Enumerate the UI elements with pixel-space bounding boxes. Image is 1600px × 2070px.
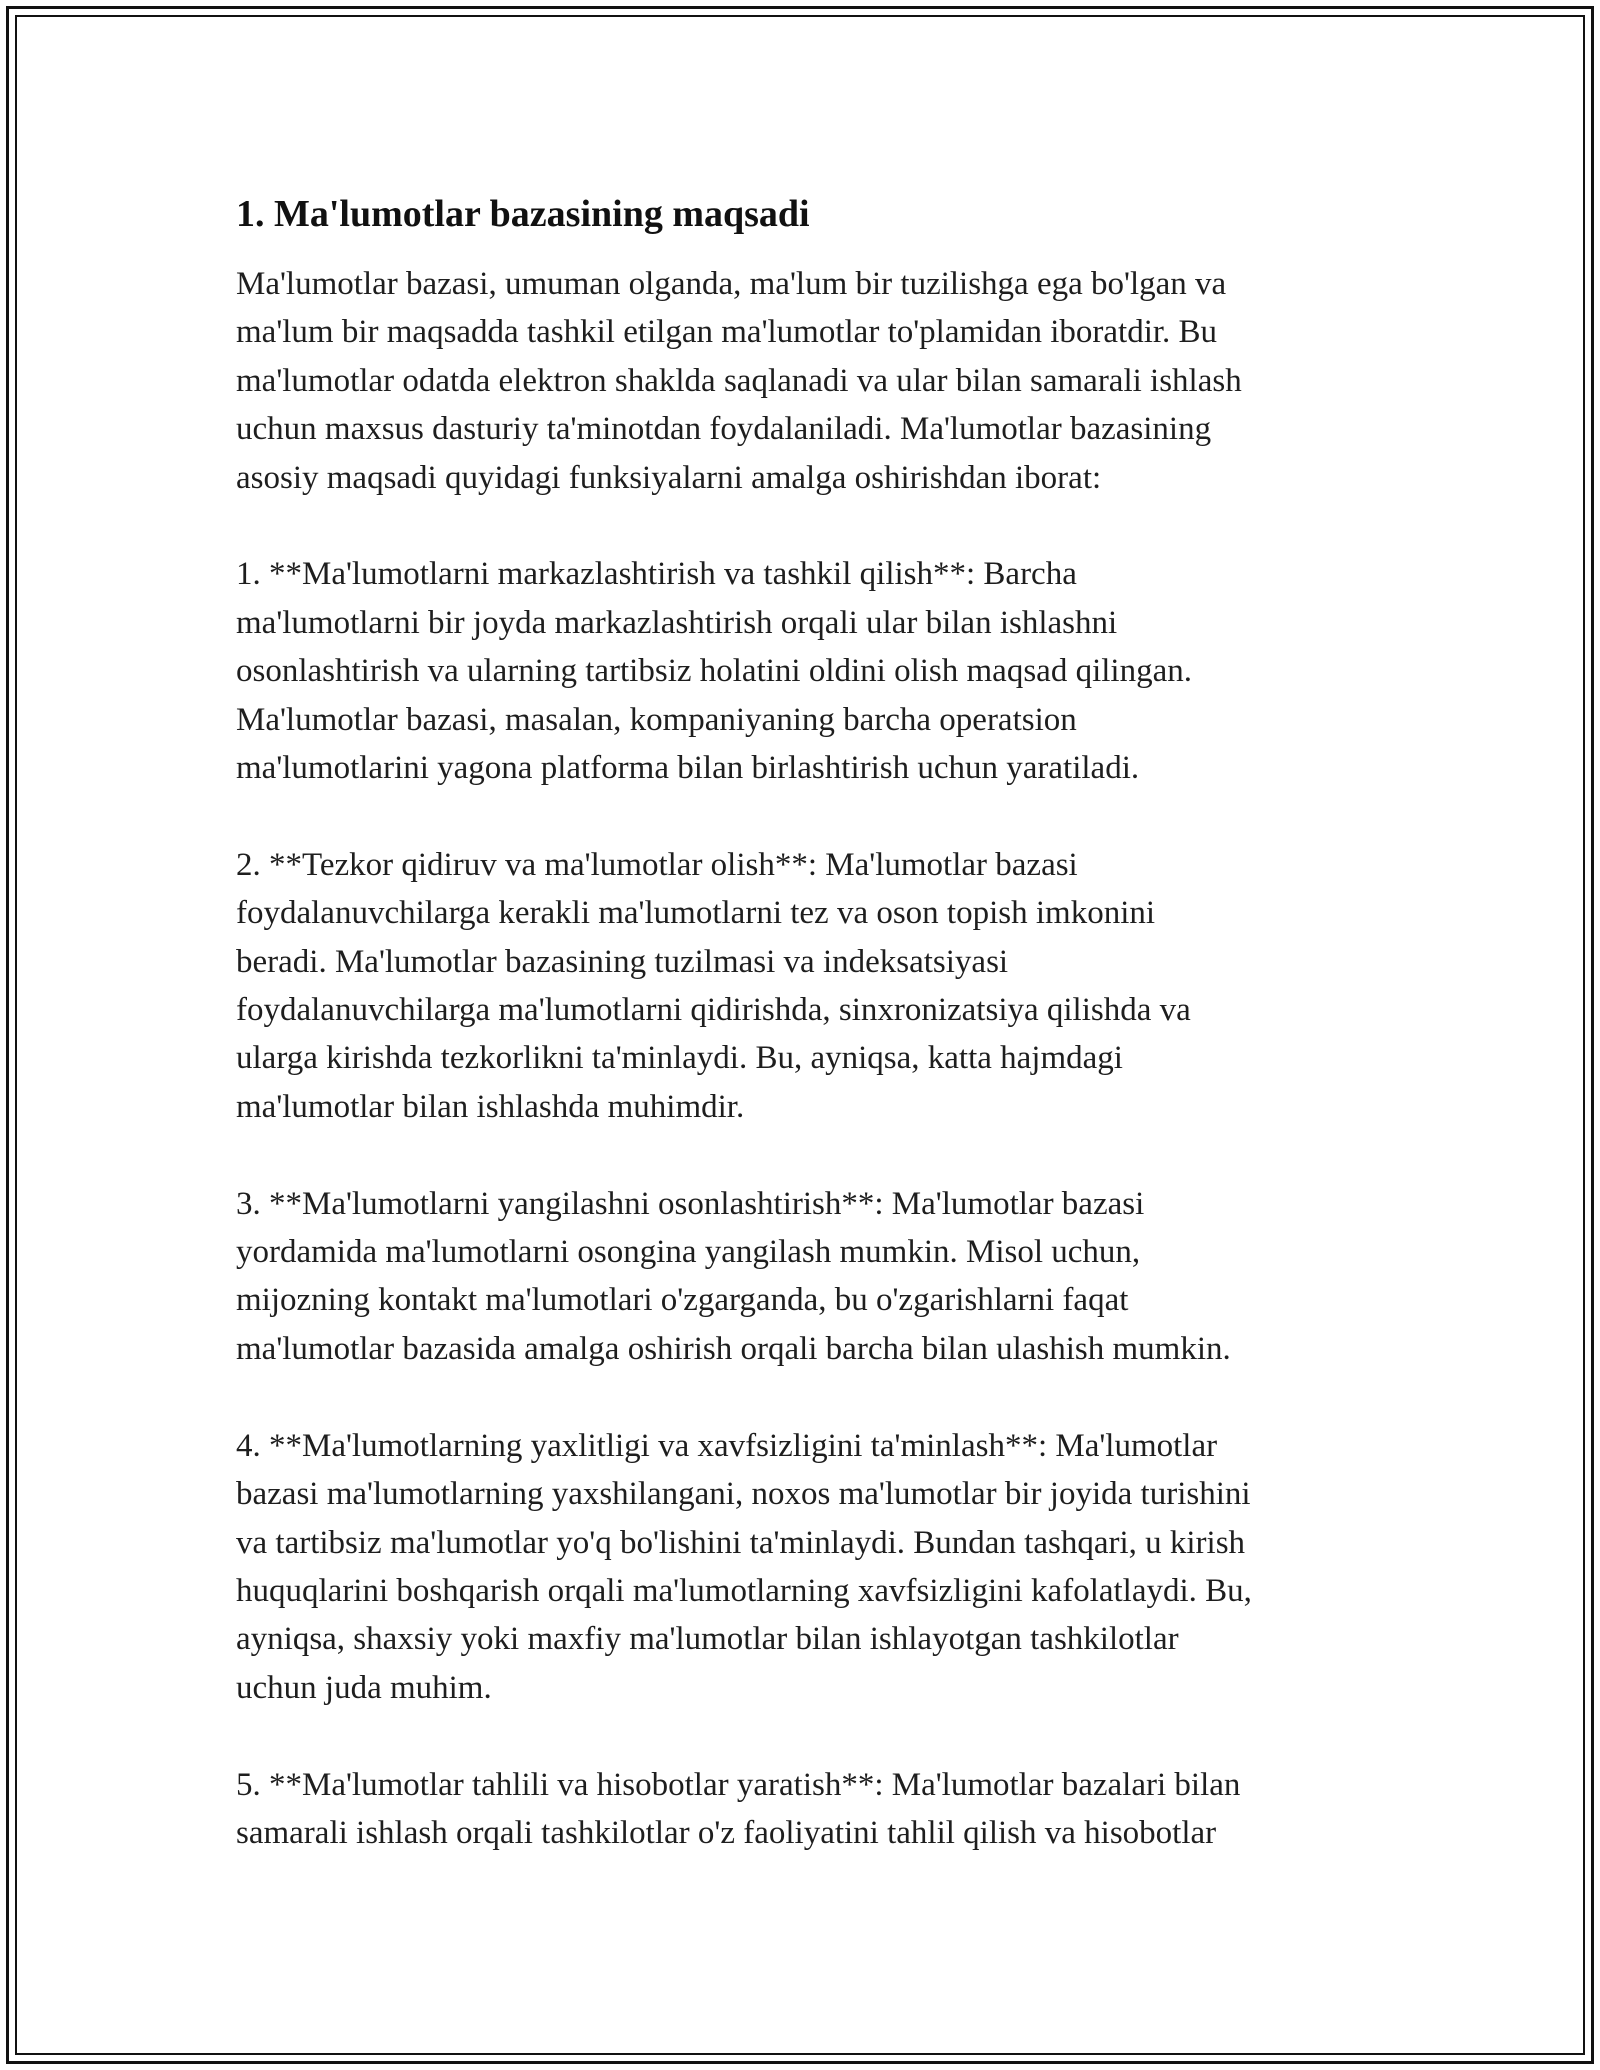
text-line: huquqlarini boshqarish orqali ma'lumotlarning xavfsizligini kafolatlaydi. Bu, — [236, 1572, 1252, 1609]
text-line: ma'lumotlarni bir joyda markazlashtirish orqali ular bilan ishlashni — [236, 604, 1118, 641]
paragraph-gap — [236, 1131, 1376, 1179]
document-text — [236, 260, 1376, 1857]
text-line: Ma'lumotlar bazasi, umuman olganda, ma'lum bir tuzilishga ega bo'lgan va — [236, 266, 1227, 302]
text-line: foydalanuvchilarga kerakli ma'lumotlarni tez va oson topish imkonini — [236, 895, 1156, 932]
text-line: ma'lum bir maqsadda tashkil etilgan ma'lumotlar to'plamidan iboratdir. Bu — [236, 314, 1218, 351]
paragraph-gap — [236, 1373, 1376, 1421]
paragraph-gap — [236, 1712, 1376, 1760]
intro-paragraph — [236, 260, 1376, 502]
document-body — [236, 188, 1376, 1857]
text-line: va tartibsiz ma'lumotlar yo'q bo'lishini ta'minlaydi. Bundan tashqari, u kirish — [236, 1524, 1246, 1561]
text-line: Ma'lumotlar bazasi, masalan, kompaniyaning barcha operatsion — [236, 701, 1077, 738]
text-line: ularga kirishda tezkorlikni ta'minlaydi. Bu, ayniqsa, katta hajmdagi — [236, 1040, 1123, 1077]
text-line: ma'lumotlar bazasida amalga oshirish orqali barcha bilan ulashish mumkin. — [236, 1330, 1231, 1367]
list-item-3 — [236, 1180, 1376, 1374]
text-line: 3. **Ma'lumotlarni yangilashni osonlashtirish**: Ma'lumotlar bazasi — [236, 1185, 1145, 1222]
list-item-1 — [236, 550, 1376, 792]
text-line: yordamida ma'lumotlarni osongina yangilash mumkin. Misol uchun, — [236, 1234, 1141, 1271]
list-item-5 — [236, 1761, 1376, 1858]
paragraph-gap — [236, 792, 1376, 840]
paragraph-gap — [236, 502, 1376, 550]
text-line: uchun juda muhim. — [236, 1669, 492, 1706]
text-line: asosiy maqsadi quyidagi funksiyalarni amalga oshirishdan iborat: — [236, 459, 1102, 496]
text-line: ma'lumotlar bilan ishlashda muhimdir. — [236, 1088, 745, 1125]
text-line: 1. **Ma'lumotlarni markazlashtirish va tashkil qilish**: Barcha — [236, 556, 1077, 593]
text-line: samarali ishlash orqali tashkilotlar o'z faoliyatini tahlil qilish va hisobotlar — [236, 1814, 1217, 1851]
text-line: bazasi ma'lumotlarning yaxshilangani, noxos ma'lumotlar bir joyida turishini — [236, 1476, 1251, 1513]
page-title: 1. Ma'lumotlar bazasining maqsadi — [236, 193, 810, 235]
list-item-4 — [236, 1422, 1376, 1712]
text-line: osonlashtirish va ularning tartibsiz holatini oldini olish maqsad qilingan. — [236, 653, 1192, 690]
text-line: 5. **Ma'lumotlar tahlili va hisobotlar yaratish**: Ma'lumotlar bazalari bilan — [236, 1766, 1241, 1803]
text-line: ma'lumotlar odatda elektron shaklda saqlanadi va ular bilan samarali ishlash — [236, 362, 1242, 399]
text-line: ma'lumotlarini yagona platforma bilan birlashtirish uchun yaratiladi. — [236, 750, 1140, 787]
text-line: beradi. Ma'lumotlar bazasining tuzilmasi va indeksatsiyasi — [236, 943, 1009, 980]
text-line: 4. **Ma'lumotlarning yaxlitligi va xavfsizligini ta'minlash**: Ma'lumotlar — [236, 1427, 1218, 1464]
text-line: uchun maxsus dasturiy ta'minotdan foydalaniladi. Ma'lumotlar bazasining — [236, 411, 1212, 448]
text-line: ayniqsa, shaxsiy yoki maxfiy ma'lumotlar bilan ishlayotgan tashkilotlar — [236, 1621, 1179, 1658]
list-item-2 — [236, 841, 1376, 1131]
text-line: mijozning kontakt ma'lumotlari o'zgarganda, bu o'zgarishlarni faqat — [236, 1282, 1129, 1319]
text-line: 2. **Tezkor qidiruv va ma'lumotlar olish**: Ma'lumotlar bazasi — [236, 846, 1078, 883]
text-line: foydalanuvchilarga ma'lumotlarni qidirishda, sinxronizatsiya qilishda va — [236, 992, 1191, 1029]
